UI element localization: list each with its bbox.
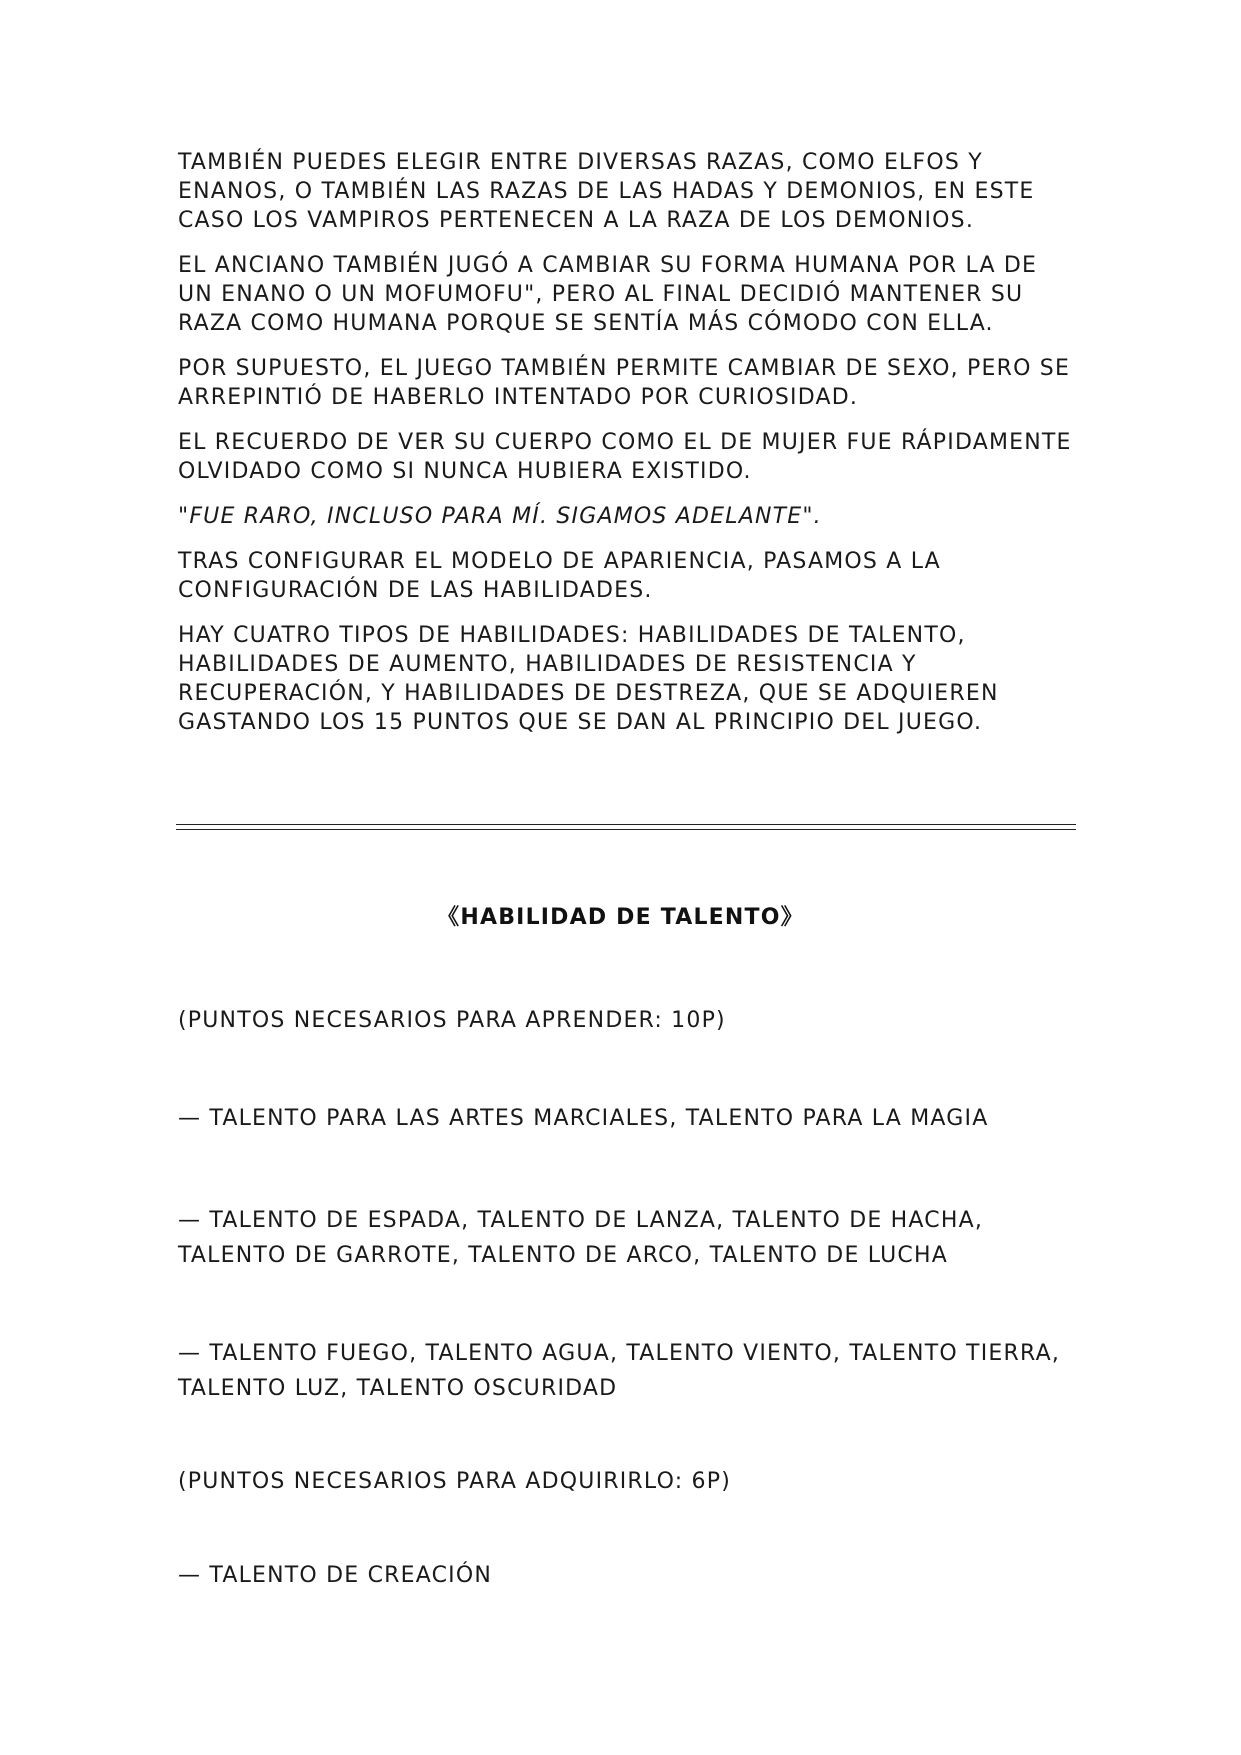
talent-list-item: — TALENTO FUEGO, TALENTO AGUA, TALENTO VIENTO, TALENTO TIERRA, TALENTO LUZ, TALENTO OSCURIDAD xyxy=(178,1341,1061,1401)
points-to-acquire: (PUNTOS NECESARIOS PARA ADQUIRIRLO: 6P) xyxy=(178,1469,731,1494)
talent-list-item: — TALENTO PARA LAS ARTES MARCIALES, TALENTO PARA LA MAGIA xyxy=(178,1106,989,1131)
points-to-learn: (PUNTOS NECESARIOS PARA APRENDER: 10P) xyxy=(178,1008,726,1033)
paragraph-skill-types: HAY CUATRO TIPOS DE HABILIDADES: HABILIDADES DE TALENTO, HABILIDADES DE AUMENTO, HABILIDADES DE RESISTENCIA Y RECUPERACIÓN, Y HABILIDADES DE DESTREZA, QUE SE ADQUIEREN GASTANDO LOS 15 PUNTOS QUE SE DAN AL PRINCIPIO DEL JUEGO. xyxy=(178,623,999,735)
paragraph-races: TAMBIÉN PUEDES ELEGIR ENTRE DIVERSAS RAZAS, COMO ELFOS Y ENANOS, O TAMBIÉN LAS RAZAS DE LAS HADAS Y DEMONIOS, EN ESTE CASO LOS VAMPIROS PERTENECEN A LA RAZA DE LOS DEMONIOS. xyxy=(178,150,1035,233)
talent-list-item: — TALENTO DE ESPADA, TALENTO DE LANZA, TALENTO DE HACHA, TALENTO DE GARROTE, TALENTO DE ARCO, TALENTO DE LUCHA xyxy=(178,1208,984,1268)
narrative-text xyxy=(178,148,1078,753)
paragraph-skill-config: TRAS CONFIGURAR EL MODELO DE APARIENCIA, PASAMOS A LA CONFIGURACIÓN DE LAS HABILIDADES. xyxy=(178,549,941,603)
section-title: 《HABILIDAD DE TALENTO》 xyxy=(437,905,804,930)
paragraph-memory: EL RECUERDO DE VER SU CUERPO COMO EL DE MUJER FUE RÁPIDAMENTE OLVIDADO COMO SI NUNCA HUBIERA EXISTIDO. xyxy=(178,430,1072,484)
paragraph-sex-change: POR SUPUESTO, EL JUEGO TAMBIÉN PERMITE CAMBIAR DE SEXO, PERO SE ARREPINTIÓ DE HABERLO INTENTADO POR CURIOSIDAD. xyxy=(178,356,1071,410)
talent-list-item: — TALENTO DE CREACIÓN xyxy=(178,1563,493,1588)
paragraph-old-man-race: EL ANCIANO TAMBIÉN JUGÓ A CAMBIAR SU FORMA HUMANA POR LA DE UN ENANO O UN MOFUMOFU", PERO AL FINAL DECIDIÓ MANTENER SU RAZA COMO HUMANA PORQUE SE SENTÍA MÁS CÓMODO CON ELLA. xyxy=(178,253,1038,336)
paragraph-quote: "FUE RARO, INCLUSO PARA MÍ. SIGAMOS ADELANTE". xyxy=(178,504,822,529)
section-divider xyxy=(176,824,1076,830)
